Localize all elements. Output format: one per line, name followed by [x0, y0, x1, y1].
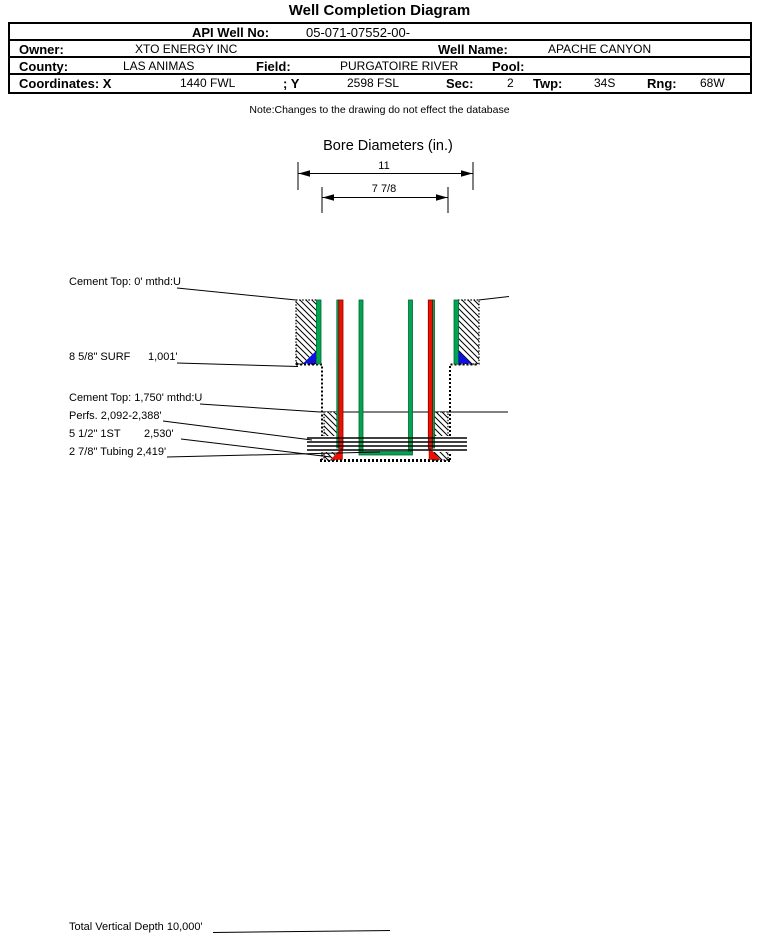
coordinates-x-value: 1440 FWL	[180, 76, 236, 90]
inner-bore-diameter-value: 7 7/8	[371, 183, 397, 195]
rng-value: 68W	[700, 76, 725, 90]
database-note: Note:Changes to the drawing do not effect the database	[249, 104, 510, 116]
surface-casing-right	[454, 300, 459, 364]
field-label: Field:	[256, 59, 291, 74]
surface-casing-left	[317, 300, 322, 364]
outer-dim-right-arrow-icon	[461, 170, 473, 176]
page-title: Well Completion Diagram	[288, 2, 471, 19]
outer-bore-diameter-value: 11	[378, 160, 390, 172]
api-label: API Well No:	[192, 25, 270, 40]
tubing-right	[409, 300, 413, 452]
outer-dim-left-arrow-icon	[299, 170, 311, 176]
coordinates-label: Coordinates: X	[19, 76, 112, 91]
total-depth-line	[213, 931, 390, 933]
production-casing-left	[339, 300, 343, 449]
bore-diameters-title: Bore Diameters (in.)	[323, 138, 453, 154]
coordinates-y-label: ; Y	[283, 76, 300, 91]
tubing-label: 2 7/8" Tubing 2,419'	[69, 446, 167, 458]
pool-label: Pool:	[492, 59, 525, 74]
surface-casing-depth: 1,001'	[148, 351, 178, 363]
perforations-label: Perfs. 2,092-2,388'	[69, 410, 162, 422]
production-casing-label: 5 1/2" 1ST	[69, 428, 121, 440]
total-depth-label: Total Vertical Depth 10,000'	[69, 921, 203, 933]
production-casing-right	[428, 300, 432, 449]
surface-casing-label: 8 5/8" SURF	[69, 351, 131, 363]
rng-label: Rng:	[647, 76, 677, 91]
owner-label: Owner:	[19, 42, 64, 57]
tubing-left	[359, 300, 363, 452]
field-value: PURGATOIRE RIVER	[340, 59, 459, 73]
twp-value: 34S	[594, 76, 616, 90]
bore-diameters-section	[298, 138, 473, 213]
owner-value: XTO ENERGY INC	[135, 42, 238, 56]
api-value: 05-071-07552-00-	[306, 25, 411, 40]
county-value: LAS ANIMAS	[123, 59, 195, 73]
inner-dim-right-arrow-icon	[436, 194, 448, 200]
cement-top-surface-label: Cement Top: 0' mthd:U	[69, 276, 181, 288]
cement-top-production-label: Cement Top: 1,750' mthd:U	[69, 392, 203, 404]
wellbore-graphic	[163, 288, 509, 461]
sec-label: Sec:	[446, 76, 474, 91]
sec-value: 2	[507, 76, 514, 90]
well-name-value: APACHE CANYON	[548, 42, 652, 56]
coordinates-y-value: 2598 FSL	[347, 76, 400, 90]
inner-dim-left-arrow-icon	[323, 194, 335, 200]
production-casing-depth: 2,530'	[144, 428, 174, 440]
twp-label: Twp:	[533, 76, 563, 91]
county-label: County:	[19, 59, 69, 74]
well-name-label: Well Name:	[438, 42, 508, 57]
